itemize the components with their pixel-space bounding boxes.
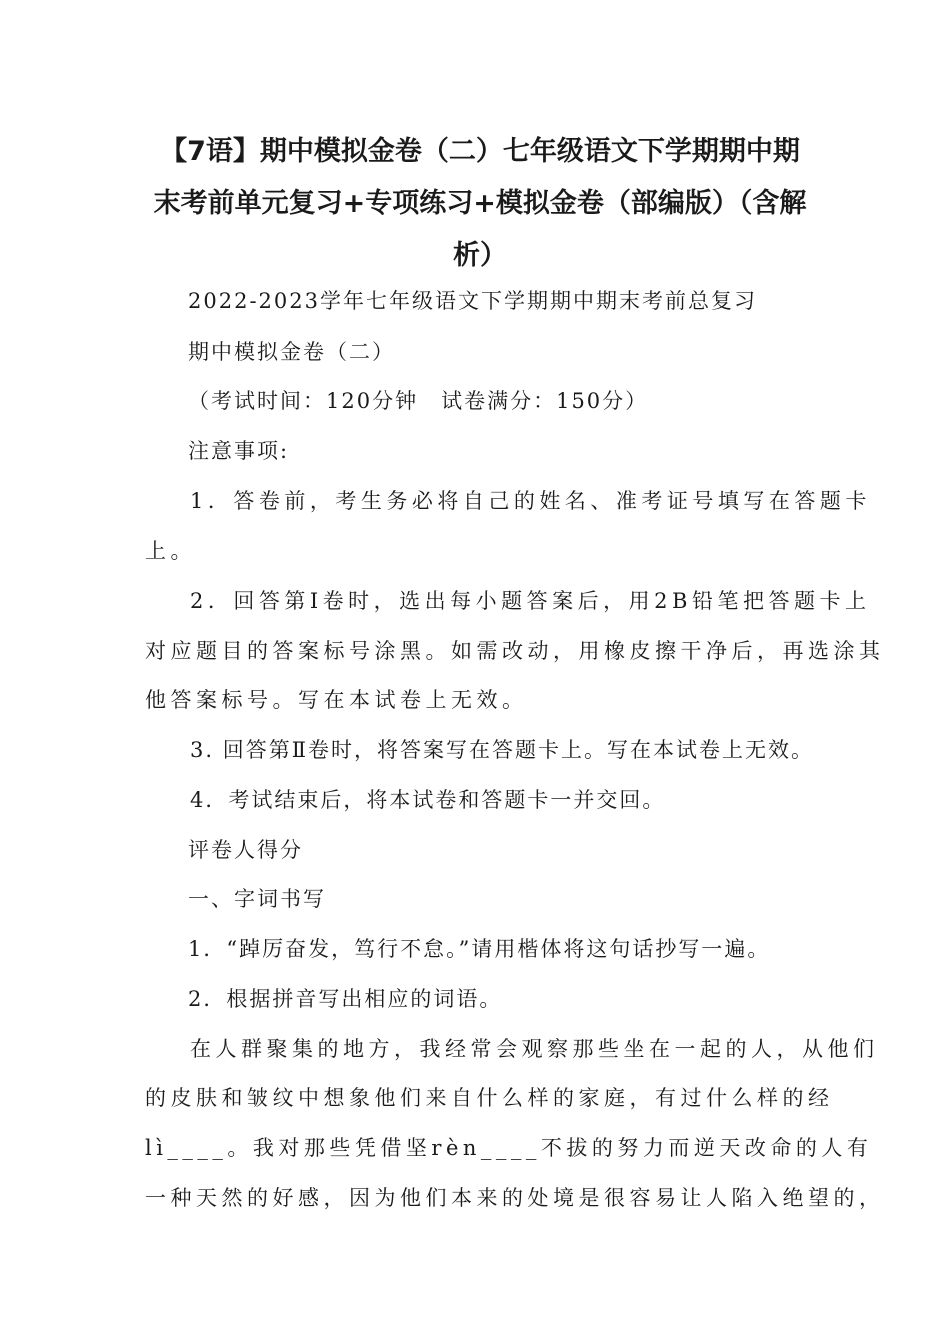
subtitle: 2022-2023学年七年级语文下学期期中期末考前总复习 [188,289,757,313]
section-1-heading: 一、字词书写 [188,887,326,911]
note-3: 3. 回答第Ⅱ卷时，将答案写在答题卡上。写在本试卷上无效。 [190,738,814,762]
note-1-line-1: 1．答卷前，考生务必将自己的姓名、准考证号填写在答题卡 [190,489,871,513]
note-1-line-2: 上。 [145,539,196,563]
title-line-3: 析） [453,240,507,271]
exam-name: 期中模拟金卷（二） [188,340,395,364]
title-line-1: 【7语】期中模拟金卷（二）七年级语文下学期期中期 [160,136,800,167]
note-2-line-2: 对应题目的答案标号涂黑。如需改动，用橡皮擦干净后，再选涂其 [145,639,885,663]
note-4: 4．考试结束后，将本试卷和答题卡一并交回。 [190,788,666,812]
question-2: 2．根据拼音写出相应的词语。 [188,987,503,1011]
passage-line-2: 的皮肤和皱纹中想象他们来自什么样的家庭，有过什么样的经 [145,1086,834,1110]
passage-line-4: 一种天然的好感，因为他们本来的处境是很容易让人陷入绝望的， [145,1186,885,1210]
question-1: 1．“踔厉奋发，笃行不怠。”请用楷体将这句话抄写一遍。 [188,937,771,961]
document-title [140,126,820,282]
passage-line-3: lì____。我对那些凭借坚rèn____不拔的努力而逆天改命的人有 [145,1136,873,1160]
notes-heading: 注意事项: [188,439,290,463]
exam-meta: （考试时间：120分钟 试卷满分：150分） [188,389,649,413]
title-line-2: 末考前单元复习+专项练习+模拟金卷（部编版）（含解 [153,188,807,219]
note-2-line-3: 他答案标号。写在本试卷上无效。 [145,688,528,712]
grader-label: 评卷人得分 [188,838,303,862]
note-2-line-1: 2．回答第Ⅰ卷时，选出每小题答案后，用2B铅笔把答题卡上 [190,589,871,613]
passage-line-1: 在人群聚集的地方，我经常会观察那些坐在一起的人，从他们 [190,1037,879,1061]
